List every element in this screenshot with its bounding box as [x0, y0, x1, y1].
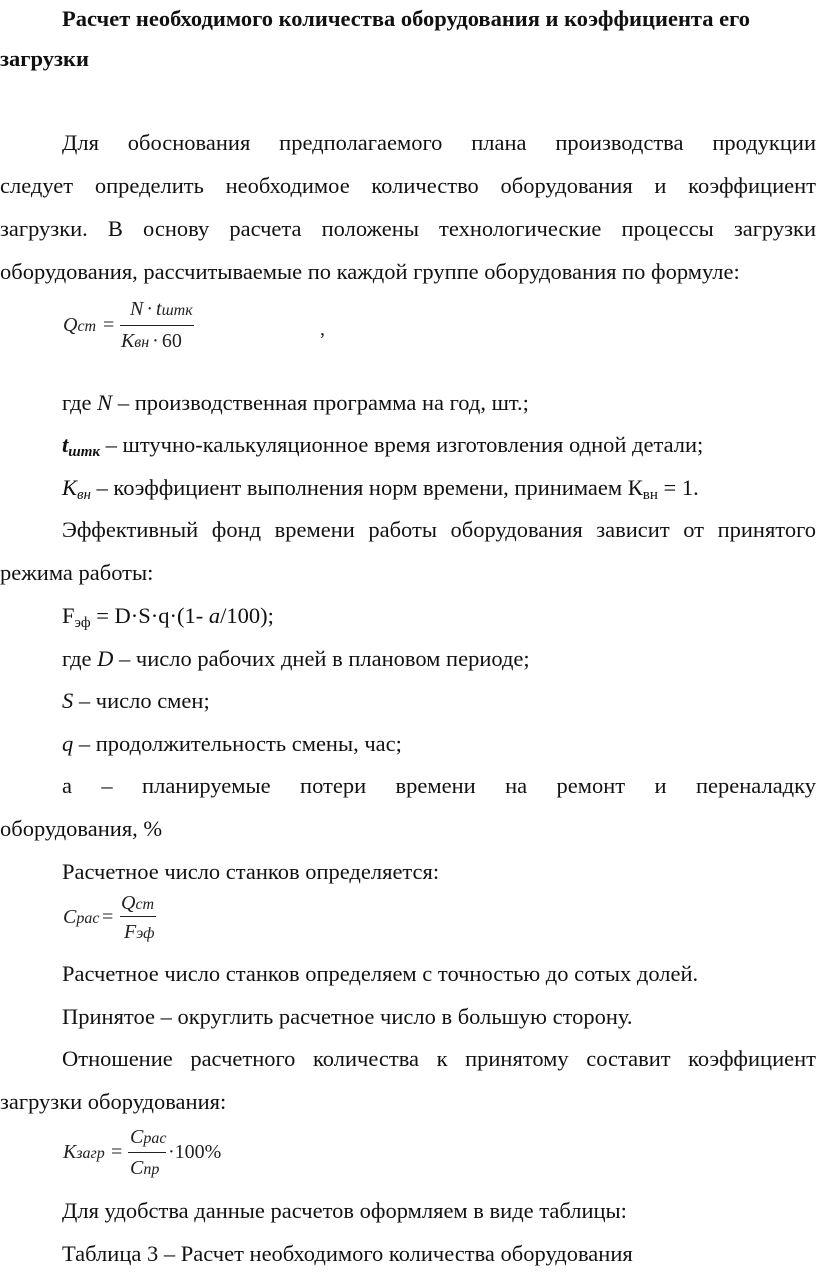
formula-q-numerator: N · tштк: [130, 298, 193, 320]
fund-formula: $F_{эф} = D\cdot S\cdot q\cdot(1-$ a/100);: [62, 603, 274, 631]
formula-k-tail: ·100%: [168, 1141, 222, 1163]
formula-c-denominator: Fэф: [124, 921, 155, 943]
intro-line-3: загрузки. В основу расчета положены технологические процессы загрузки: [0, 216, 816, 241]
intro-line-4: оборудования, рассчитываемые по каждой группе оборудования по формуле:: [0, 259, 740, 284]
formula-q-fraction-bar: [120, 325, 194, 326]
formula-k-denominator: Cпр: [130, 1157, 160, 1179]
calc-line-4: загрузки оборудования:: [0, 1089, 227, 1114]
formula-c-numerator: Qст: [121, 892, 155, 914]
formula-q-comma: ,: [320, 318, 325, 340]
table-caption: Таблица 3 – Расчет необходимого количества оборудования: [62, 1241, 633, 1266]
def-s: S – число смен;: [62, 688, 210, 713]
fund-line-1: Эффективный фонд времени работы оборудования зависит от принятого: [62, 517, 816, 542]
def-d: где D – число рабочих дней в плановом периоде;: [62, 646, 530, 671]
def-k: $К_{вн}$ – коэффициент выполнения норм времени, принимаем $К_{вн} = 1$.: [62, 475, 699, 503]
closing-line-1: Для удобства данные расчетов оформляем в виде таблицы:: [62, 1198, 627, 1223]
fund-line-2: режима работы:: [0, 560, 154, 585]
intro-line-1: Для обоснования предполагаемого плана производства продукции: [62, 130, 816, 155]
formula-c-fraction-bar: [120, 916, 156, 917]
heading-line-2: загрузки: [0, 46, 89, 71]
heading-line-1: Расчет необходимого количества оборудования и коэффициента его: [62, 6, 750, 31]
formula-c-lhs: Cрас: [63, 906, 100, 928]
def-t: $t_{штк}$ – штучно-калькуляционное время изготовления одной детали;: [62, 432, 704, 460]
formula-k-fraction-bar: [128, 1152, 166, 1153]
calc-line-3: Отношение расчетного количества к принятому составит коэффициент: [62, 1046, 816, 1071]
formula-k-eq: =: [111, 1141, 123, 1163]
def-a-line-1: а – планируемые потери времени на ремонт и переналадку: [62, 773, 816, 798]
formula-c-eq: =: [102, 906, 114, 928]
formula-k-numerator: Cрас: [130, 1126, 167, 1148]
intro-line-2: следует определить необходимое количество оборудования и коэффициент: [0, 173, 816, 198]
formula-q-eq: =: [103, 314, 115, 336]
calc-line-1: Расчетное число станков определяем с точностью до сотых долей.: [62, 961, 699, 986]
formula-q-denominator: Квн · 60: [121, 330, 182, 352]
calc-intro: Расчетное число станков определяется:: [62, 859, 440, 884]
def-q: q – продолжительность смены, час;: [62, 731, 402, 756]
def-n: где N – производственная программа на год, шт.;: [62, 390, 529, 415]
def-a-line-2: оборудования, %: [0, 816, 163, 841]
calc-line-2: Принятое – округлить расчетное число в большую сторону.: [62, 1004, 633, 1029]
formula-q-lhs: Qст: [63, 314, 97, 336]
formula-k-lhs: Кзагр: [63, 1141, 105, 1163]
